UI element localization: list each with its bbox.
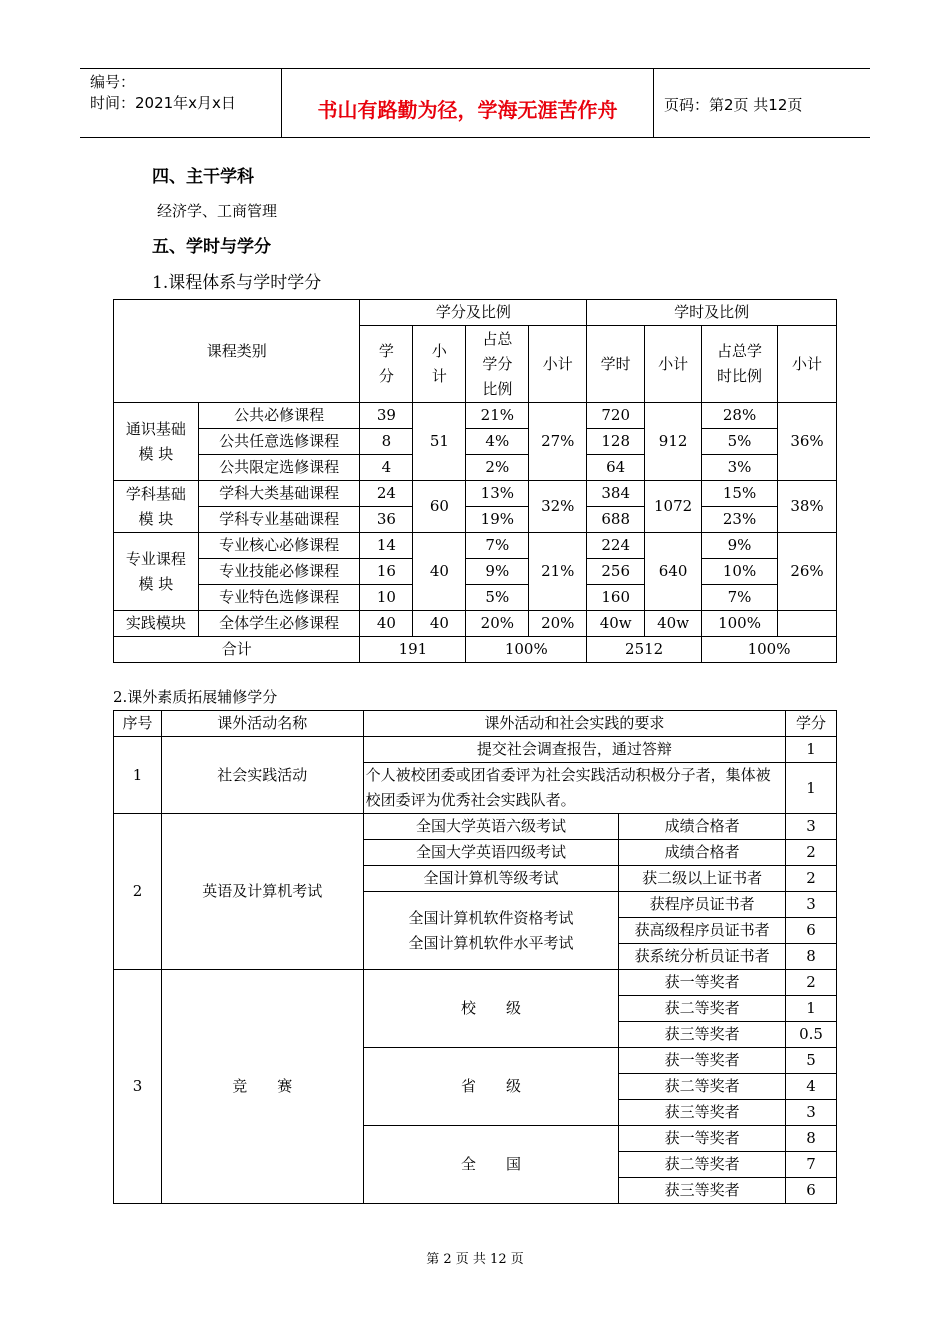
exam-name-software bbox=[363, 892, 619, 970]
header-no: 序号 bbox=[114, 711, 162, 737]
exam-requirement: 获程序员证书者 bbox=[619, 892, 786, 918]
credit-ratio: 2% bbox=[466, 455, 529, 481]
header-subtotal: 小计 bbox=[529, 326, 587, 403]
hours: 224 bbox=[587, 533, 645, 559]
number-label: 编号： bbox=[90, 73, 136, 91]
course-name: 学科专业基础课程 bbox=[198, 507, 360, 533]
credit: 6 bbox=[786, 1178, 837, 1204]
credit-ratio: 21% bbox=[466, 403, 529, 429]
header-hours: 学时 bbox=[587, 326, 645, 403]
credit: 3 bbox=[786, 814, 837, 840]
module-major: 专业课程 模 块 bbox=[114, 533, 199, 611]
exam-name: 全国大学英语四级考试 bbox=[363, 840, 619, 866]
section5-title: 五、学时与学分 bbox=[152, 237, 271, 257]
credit: 4 bbox=[786, 1074, 837, 1100]
credit-subtotal: 51 bbox=[413, 403, 466, 481]
credit: 2 bbox=[786, 970, 837, 996]
credit-ratio-subtotal: 27% bbox=[529, 403, 587, 481]
hours-ratio: 9% bbox=[702, 533, 778, 559]
hours-ratio: 5% bbox=[702, 429, 778, 455]
award: 获一等奖者 bbox=[619, 1126, 786, 1152]
credit-ratio: 9% bbox=[466, 559, 529, 585]
hours-subtotal: 640 bbox=[645, 533, 702, 611]
credit: 1 bbox=[786, 763, 837, 814]
award: 获二等奖者 bbox=[619, 996, 786, 1022]
credit-subtotal: 40 bbox=[413, 533, 466, 611]
exam-requirement: 获二级以上证书者 bbox=[619, 866, 786, 892]
hours-ratio: 100% bbox=[702, 611, 778, 637]
header-hours-group: 学时及比例 bbox=[587, 300, 837, 326]
credit: 2 bbox=[786, 840, 837, 866]
total-hours: 2512 bbox=[587, 637, 702, 663]
hours: 40w bbox=[587, 611, 645, 637]
credit: 3 bbox=[786, 1100, 837, 1126]
hours-ratio: 15% bbox=[702, 481, 778, 507]
hours: 64 bbox=[587, 455, 645, 481]
competition-level: 省 级 bbox=[363, 1048, 619, 1126]
requirement: 个人被校团委或团省委评为社会实践活动积极分子者，集体被校团委评为优秀社会实践队者。 bbox=[363, 763, 785, 814]
credit-ratio: 4% bbox=[466, 429, 529, 455]
course-name: 学科大类基础课程 bbox=[198, 481, 360, 507]
hours-ratio: 10% bbox=[702, 559, 778, 585]
header-subtotal: 小计 bbox=[777, 326, 836, 403]
credit-ratio: 5% bbox=[466, 585, 529, 611]
credit: 1 bbox=[786, 737, 837, 763]
header-credit-ratio: 占总学分比例 bbox=[466, 326, 529, 403]
hours: 688 bbox=[587, 507, 645, 533]
hours: 128 bbox=[587, 429, 645, 455]
award: 获二等奖者 bbox=[619, 1152, 786, 1178]
exam-requirement: 获系统分析员证书者 bbox=[619, 944, 786, 970]
hours-ratio-subtotal bbox=[777, 611, 836, 637]
award: 获一等奖者 bbox=[619, 970, 786, 996]
credit: 0.5 bbox=[786, 1022, 837, 1048]
credit-ratio-subtotal: 32% bbox=[529, 481, 587, 533]
credit: 4 bbox=[360, 455, 413, 481]
credit: 8 bbox=[786, 944, 837, 970]
hours-subtotal: 912 bbox=[645, 403, 702, 481]
hours-ratio-subtotal: 36% bbox=[777, 403, 836, 481]
credit-ratio: 20% bbox=[466, 611, 529, 637]
course-name: 公共限定选修课程 bbox=[198, 455, 360, 481]
exam-name: 全国大学英语六级考试 bbox=[363, 814, 619, 840]
activity-name: 竞 赛 bbox=[161, 970, 363, 1204]
hours-subtotal: 40w bbox=[645, 611, 702, 637]
credit: 14 bbox=[360, 533, 413, 559]
credit-ratio: 7% bbox=[466, 533, 529, 559]
hours-ratio: 28% bbox=[702, 403, 778, 429]
row-no: 1 bbox=[114, 737, 162, 814]
hours: 256 bbox=[587, 559, 645, 585]
activity-name: 社会实践活动 bbox=[161, 737, 363, 814]
credit: 7 bbox=[786, 1152, 837, 1178]
requirement: 提交社会调查报告，通过答辩 bbox=[363, 737, 785, 763]
exam-name: 全国计算机软件水平考试 bbox=[408, 933, 574, 952]
credit: 24 bbox=[360, 481, 413, 507]
total-label: 合计 bbox=[114, 637, 360, 663]
award: 获二等奖者 bbox=[619, 1074, 786, 1100]
total-credit-ratio: 100% bbox=[466, 637, 587, 663]
award: 获一等奖者 bbox=[619, 1048, 786, 1074]
header-credit: 学分 bbox=[360, 326, 413, 403]
header-requirement: 课外活动和社会实践的要求 bbox=[363, 711, 785, 737]
course-name: 公共任意选修课程 bbox=[198, 429, 360, 455]
credit: 8 bbox=[360, 429, 413, 455]
hours-ratio: 3% bbox=[702, 455, 778, 481]
award: 获三等奖者 bbox=[619, 1100, 786, 1126]
header-motto: 书山有路勤为径，学海无涯苦作舟 bbox=[282, 69, 654, 137]
credit: 1 bbox=[786, 996, 837, 1022]
exam-name: 全国计算机软件资格考试 bbox=[408, 908, 574, 927]
header-credit-group: 学分及比例 bbox=[360, 300, 587, 326]
exam-requirement: 成绩合格者 bbox=[619, 814, 786, 840]
course-name: 专业核心必修课程 bbox=[198, 533, 360, 559]
credit-ratio-subtotal: 20% bbox=[529, 611, 587, 637]
award: 获三等奖者 bbox=[619, 1022, 786, 1048]
hours-ratio: 7% bbox=[702, 585, 778, 611]
header-category: 课程类别 bbox=[114, 300, 360, 403]
row-no: 3 bbox=[114, 970, 162, 1204]
total-credit: 191 bbox=[360, 637, 466, 663]
credit: 40 bbox=[360, 611, 413, 637]
header-credit: 学分 bbox=[786, 711, 837, 737]
credit: 3 bbox=[786, 892, 837, 918]
row-no: 2 bbox=[114, 814, 162, 970]
course-name: 专业技能必修课程 bbox=[198, 559, 360, 585]
module-discipline: 学科基础 模 块 bbox=[114, 481, 199, 533]
section4-content: 经济学、工商管理 bbox=[157, 202, 278, 220]
credit: 8 bbox=[786, 1126, 837, 1152]
credit: 39 bbox=[360, 403, 413, 429]
exam-requirement: 获高级程序员证书者 bbox=[619, 918, 786, 944]
hours: 720 bbox=[587, 403, 645, 429]
activity-name: 英语及计算机考试 bbox=[161, 814, 363, 970]
hours: 384 bbox=[587, 481, 645, 507]
course-name: 全体学生必修课程 bbox=[198, 611, 360, 637]
page-footer: 第 2 页 共 12 页 bbox=[426, 1252, 524, 1267]
header-page-info: 页码：第2页 共12页 bbox=[664, 95, 803, 114]
credit-ratio-subtotal: 21% bbox=[529, 533, 587, 611]
hours: 160 bbox=[587, 585, 645, 611]
credit: 5 bbox=[786, 1048, 837, 1074]
header-subtotal: 小计 bbox=[645, 326, 702, 403]
course-hours-credits-table bbox=[113, 299, 837, 663]
course-name: 专业特色选修课程 bbox=[198, 585, 360, 611]
credit: 36 bbox=[360, 507, 413, 533]
credit-ratio: 13% bbox=[466, 481, 529, 507]
award: 获三等奖者 bbox=[619, 1178, 786, 1204]
hours-ratio-subtotal: 26% bbox=[777, 533, 836, 611]
date-label: 时间：2021年x月x日 bbox=[90, 94, 236, 112]
module-practice: 实践模块 bbox=[114, 611, 199, 637]
header-activity: 课外活动名称 bbox=[161, 711, 363, 737]
header-hours-ratio: 占总学时比例 bbox=[702, 326, 778, 403]
total-hours-ratio: 100% bbox=[702, 637, 837, 663]
hours-ratio-subtotal: 38% bbox=[777, 481, 836, 533]
extracurricular-credits-table bbox=[113, 710, 837, 1204]
page-header bbox=[80, 68, 870, 138]
credit: 6 bbox=[786, 918, 837, 944]
section4-title: 四、主干学科 bbox=[152, 167, 254, 187]
credit: 16 bbox=[360, 559, 413, 585]
credit-ratio: 19% bbox=[466, 507, 529, 533]
competition-level: 全 国 bbox=[363, 1126, 619, 1204]
exam-requirement: 成绩合格者 bbox=[619, 840, 786, 866]
header-subtotal: 小计 bbox=[413, 326, 466, 403]
subsection1-title: 1.课程体系与学时学分 bbox=[152, 273, 322, 293]
credit: 2 bbox=[786, 866, 837, 892]
exam-name: 全国计算机等级考试 bbox=[363, 866, 619, 892]
hours-ratio: 23% bbox=[702, 507, 778, 533]
module-general: 通识基础模 块 bbox=[114, 403, 199, 481]
course-name: 公共必修课程 bbox=[198, 403, 360, 429]
credit: 10 bbox=[360, 585, 413, 611]
credit-subtotal: 60 bbox=[413, 481, 466, 533]
competition-level: 校 级 bbox=[363, 970, 619, 1048]
subsection2-title: 2.课外素质拓展辅修学分 bbox=[113, 688, 278, 706]
hours-subtotal: 1072 bbox=[645, 481, 702, 533]
header-meta bbox=[80, 69, 282, 137]
credit-subtotal: 40 bbox=[413, 611, 466, 637]
